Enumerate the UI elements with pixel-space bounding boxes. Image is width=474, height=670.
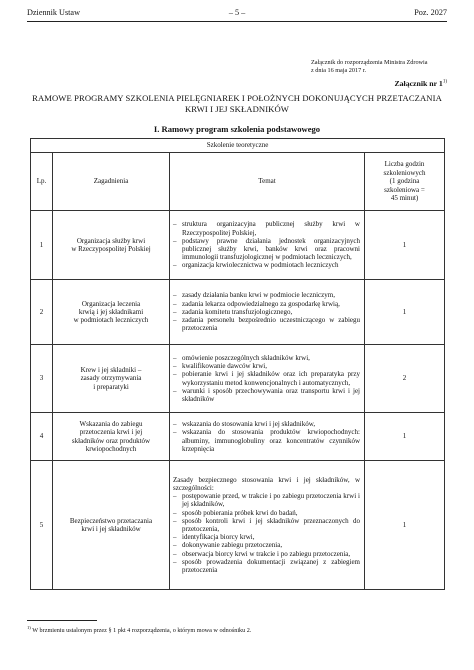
position-number: Poz. 2027 [414,8,447,17]
row-zagadnienie-line: Krew i jej składniki – [80,366,142,375]
row-zagadnienie-line: krwiopochodnych [85,444,137,453]
col-header-hours-line: (1 godzina [389,177,420,186]
col-header-lp: Lp. [31,153,53,211]
topic-item [173,362,360,370]
col-header-hours-line: 45 minut) [390,194,419,203]
topic-item [173,509,360,517]
topic-text: organizacja krwiolecznictwa w podmiotach leczniczych [182,261,339,270]
topic-text: dokonywanie zabiegu przetoczenia, [182,541,283,550]
topic-text: obserwacja biorcy krwi w trakcie i po zabiegu przetoczenia, [182,549,351,558]
topic-text: identyfikacja biorcy krwi, [182,533,255,542]
topic-item [173,533,360,541]
dash-bullet-icon: – [173,549,177,558]
topic-item [173,308,360,316]
topic-item [173,558,360,574]
row-zagadnienie-line: krwi i jej składników [81,525,141,533]
col-header-zagadnienia: Zagadnienia [53,153,170,211]
row-zagadnienie-line: zasady otrzymywania [80,374,142,383]
journal-name: Dziennik Ustaw [27,8,80,17]
topic-text: struktura organizacyjna publicznej służby krwi w Rzeczypospolitej Polskiej, [182,220,360,237]
footnote [27,625,447,634]
row-zagadnienie-line: składników oraz produktów [71,436,151,445]
dash-bullet-icon: – [173,386,177,395]
table-row [31,413,445,461]
dash-bullet-icon: – [173,261,177,270]
row-lp: 3 [31,345,53,413]
topic-text: kwalifikowanie dawców krwi, [182,362,267,371]
topic-text: wskazania do stosowania krwi i jej składników, [182,420,316,429]
topic-text: sposób kontroli krwi i jej składników przeznaczonych do przetoczenia, [182,516,360,533]
annex-label: Załącznik nr 1 [394,79,443,88]
topic-text: podstawy prawne działania jednostek organizacyjnych publicznej służby krwi, banków krwi oraz pracowni immunologii transfuzjologicznej w podmiotach leczniczych, [182,236,360,262]
row-zagadnienie [53,280,170,345]
dash-bullet-icon: – [173,492,177,501]
row-hours: 2 [365,345,445,413]
attachment-note-line2: z dnia 16 maja 2017 r. [311,66,366,74]
row-lp: 5 [31,461,53,590]
col-header-temat: Temat [170,153,365,211]
topic-text: warunki i sposób przechowywania oraz transportu krwi i jej składników [182,386,360,403]
row-temat [170,413,365,461]
document-title-line2: KRWI I JEJ SKŁADNIKÓW [184,103,290,114]
topic-item [173,261,360,269]
topic-text: sposób prowadzenia dokumentacji związanej z zabiegiem przetoczenia [182,557,360,575]
topic-item [173,370,360,386]
dash-bullet-icon: – [173,236,177,245]
topic-text: sposób pobierania próbek krwi do badań, [182,508,298,517]
row-zagadnienie-line: i preparatyki [93,382,129,391]
topic-list [173,291,360,332]
row-temat [170,345,365,413]
page-header [27,8,447,20]
footnote-divider [27,620,97,621]
topic-item [173,300,360,308]
topic-item [173,387,360,403]
topic-item [173,541,360,549]
row-zagadnienie [53,461,170,590]
row-hours: 1 [365,413,445,461]
row-zagadnienie-line: krwią i jej składnikami [78,307,144,316]
footnote-mark: 1) [27,625,31,630]
row-zagadnienie-line: Organizacja leczenia [81,299,141,308]
topic-item [173,316,360,332]
footnote-text: W brzmieniu ustalonym przez § 1 pkt 4 rozporządzenia, o którym mowa w odnośniku 2. [32,627,252,635]
topic-list [173,354,360,403]
col-header-hours-line: szkoleniowych [383,168,426,177]
topic-text: zadania personelu bezpośrednio uczestniczącego w zabiegu przetoczenia [182,316,360,333]
row-hours: 1 [365,211,445,280]
topic-item [173,492,360,508]
row-temat [170,280,365,345]
attachment-note [311,59,427,74]
dash-bullet-icon: – [173,370,177,379]
topic-list [173,420,360,453]
attachment-note-line1: Załącznik do rozporządzenia Ministra Zdrowia [311,59,428,66]
row-zagadnienie-line: Wskazania do zabiegu [79,420,143,429]
topic-item [173,237,360,262]
dash-bullet-icon: – [173,516,177,525]
topic-item [173,291,360,299]
row-zagadnienie-line: Bezpieczeństwo przetaczania [69,516,153,525]
topic-item [173,517,360,533]
row-lp: 1 [31,211,53,280]
document-title-line1: RAMOWE PROGRAMY SZKOLENIA PIELĘGNIAREK I POŁOŻNYCH DOKONUJĄCYCH PRZETACZANIA [32,93,442,103]
row-zagadnienie-line: przetoczenia krwi i jej [79,428,143,437]
topic-text: zadania lekarza odpowiedzialnego za gospodarkę krwią, [182,299,340,308]
topic-text: postępowanie przed, w trakcie i po zabiegu przetoczenia krwi i jej składników, [182,492,360,509]
row-zagadnienie [53,345,170,413]
topic-item [173,420,360,428]
annex-footnote-mark: 1) [442,79,447,85]
col-header-hours-line: Liczba godzin [384,160,425,169]
topic-text: zasady działania banku krwi w podmiocie leczniczym, [182,291,335,300]
topic-item [173,550,360,558]
program-table [30,138,445,590]
topic-list [173,220,360,269]
document-title [27,93,447,114]
header-divider [27,21,447,22]
dash-bullet-icon: – [173,220,177,229]
dash-bullet-icon: – [173,362,177,371]
dash-bullet-icon: – [173,316,177,325]
dash-bullet-icon: – [173,307,177,316]
dash-bullet-icon: – [173,508,177,517]
table-row [31,280,445,345]
dash-bullet-icon: – [173,428,177,437]
annex-number [394,79,447,88]
topic-text: pobieranie krwi i jej składników oraz ich preparatyka przy wykorzystaniu metod konwencjonalnych i automatycznych, [182,370,360,387]
topic-item [173,220,360,236]
topic-text: wskazania do stosowania produktów krwiopochodnych: albuminy, immunoglobuliny oraz koncentratów czynników krzepnięcia [182,428,360,453]
row-temat [170,461,365,590]
dash-bullet-icon: – [173,557,177,566]
section-title: I. Ramowy program szkolenia podstawowego [153,124,321,134]
row-zagadnienie-line: w Rzeczypospolitej Polskiej [71,245,151,253]
dash-bullet-icon: – [173,541,177,550]
page-number: – 5 – [228,8,246,17]
topic-text: omówienie poszczególnych składników krwi, [182,353,310,362]
row-lp: 2 [31,280,53,345]
row-hours: 1 [365,280,445,345]
row-lp: 4 [31,413,53,461]
row-zagadnienie [53,413,170,461]
row-temat-intro: Zasady bezpiecznego stosowania krwi i jej składników, w szczególności: [173,475,360,492]
topic-item [173,354,360,362]
dash-bullet-icon: – [173,291,177,300]
row-zagadnienie-line: w podmiotach leczniczych [73,316,149,325]
table-row [31,461,445,590]
topic-item [173,428,360,453]
dash-bullet-icon: – [173,420,177,429]
dash-bullet-icon: – [173,353,177,362]
row-temat [170,211,365,280]
topic-list [173,492,360,574]
table-row [31,345,445,413]
dash-bullet-icon: – [173,533,177,542]
row-zagadnienie-line: Organizacja służby krwi [76,236,146,245]
row-zagadnienie [53,211,170,280]
table-row [31,211,445,280]
theory-header: Szkolenie teoretyczne [31,139,445,153]
dash-bullet-icon: – [173,299,177,308]
col-header-hours [365,153,445,211]
topic-text: zadania komitetu transfuzjologicznego, [182,307,293,316]
col-header-hours-line: szkoleniowa = [384,185,425,194]
row-hours: 1 [365,461,445,590]
